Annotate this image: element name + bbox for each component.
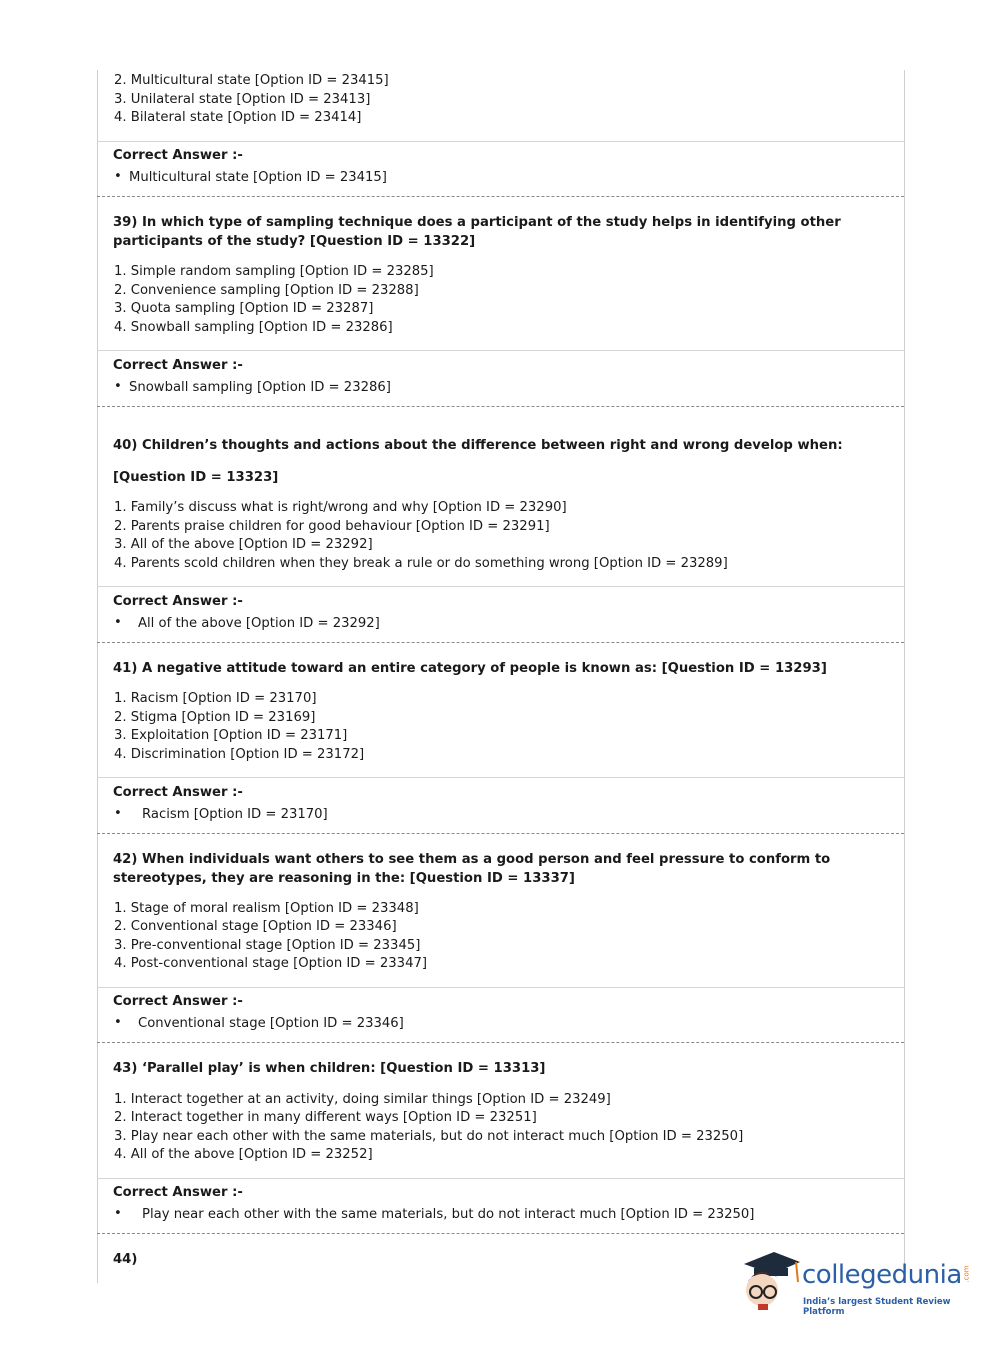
q39-answer: Snowball sampling [Option ID = 23286]: [129, 380, 391, 395]
bullet: •: [114, 379, 122, 394]
correct-answer-label: Correct Answer :-: [113, 1185, 243, 1200]
bullet: •: [114, 169, 122, 184]
q39-option-3: 3. Quota sampling [Option ID = 23287]: [114, 301, 374, 316]
q42-option-3: 3. Pre-conventional stage [Option ID = 23345]: [114, 938, 421, 953]
q39-option-2: 2. Convenience sampling [Option ID = 23288]: [114, 283, 419, 298]
q44-number: 44): [113, 1252, 138, 1267]
logo-wordmark: collegedunia: [802, 1260, 962, 1290]
question-separator: [97, 642, 904, 643]
q43-answer: Play near each other with the same materials, but do not interact much [Option ID = 23250]: [142, 1207, 755, 1222]
q40-option-2: 2. Parents praise children for good behaviour [Option ID = 23291]: [114, 519, 550, 534]
q39-option-1: 1. Simple random sampling [Option ID = 23285]: [114, 264, 434, 279]
q38-option-2: 2. Multicultural state [Option ID = 23415]: [114, 73, 389, 88]
q42-option-4: 4. Post-conventional stage [Option ID = 23347]: [114, 956, 427, 971]
q42-answer: Conventional stage [Option ID = 23346]: [138, 1016, 404, 1031]
q42-option-1: 1. Stage of moral realism [Option ID = 23348]: [114, 901, 419, 916]
question-separator: [97, 196, 904, 197]
q41-option-4: 4. Discrimination [Option ID = 23172]: [114, 747, 365, 762]
correct-answer-label: Correct Answer :-: [113, 358, 243, 373]
q40-option-1: 1. Family’s discuss what is right/wrong and why [Option ID = 23290]: [114, 500, 567, 515]
divider: [97, 777, 904, 778]
collegedunia-logo[interactable]: [740, 1248, 980, 1318]
bullet: •: [114, 1015, 122, 1030]
q40-question: 40) Children’s thoughts and actions about the difference between right and wrong develop when:: [113, 438, 843, 453]
q43-question: 43) ‘Parallel play’ is when children: [Question ID = 13313]: [113, 1061, 546, 1076]
q43-option-3: 3. Play near each other with the same materials, but do not interact much [Option ID = 23250]: [114, 1129, 744, 1144]
q40-option-3: 3. All of the above [Option ID = 23292]: [114, 537, 373, 552]
q42-question: 42) When individuals want others to see them as a good person and feel pressure to conform to stereotypes, they are reasoning in the: [Question ID = 13337]: [113, 852, 831, 886]
q38-option-3: 3. Unilateral state [Option ID = 23413]: [114, 92, 371, 107]
bullet: •: [114, 1206, 122, 1221]
divider: [97, 141, 904, 142]
mascot-icon: [740, 1248, 802, 1318]
q43-option-2: 2. Interact together in many different ways [Option ID = 23251]: [114, 1110, 537, 1125]
question-separator: [97, 406, 904, 407]
correct-answer-label: Correct Answer :-: [113, 148, 243, 163]
correct-answer-label: Correct Answer :-: [113, 994, 243, 1009]
q40-option-4: 4. Parents scold children when they break a rule or do something wrong [Option ID = 23289]: [114, 556, 728, 571]
divider: [97, 1178, 904, 1179]
q43-option-1: 1. Interact together at an activity, doing similar things [Option ID = 23249]: [114, 1092, 611, 1107]
q41-option-1: 1. Racism [Option ID = 23170]: [114, 691, 317, 706]
question-separator: [97, 1042, 904, 1043]
bullet: •: [114, 615, 122, 630]
q38-answer: Multicultural state [Option ID = 23415]: [129, 170, 387, 185]
q41-question: 41) A negative attitude toward an entire category of people is known as: [Question ID = 13293]: [113, 661, 827, 676]
logo-suffix: .com: [962, 1265, 971, 1283]
q39-question: 39) In which type of sampling technique does a participant of the study helps in identifying other participants of the study? [Question ID = 13322]: [113, 215, 841, 249]
q39-option-4: 4. Snowball sampling [Option ID = 23286]: [114, 320, 393, 335]
q40-question-id: [Question ID = 13323]: [113, 470, 279, 485]
q41-option-2: 2. Stigma [Option ID = 23169]: [114, 710, 316, 725]
logo-tagline: India’s largest Student Review Platform: [803, 1297, 951, 1317]
q38-option-4: 4. Bilateral state [Option ID = 23414]: [114, 110, 362, 125]
q42-option-2: 2. Conventional stage [Option ID = 23346]: [114, 919, 397, 934]
correct-answer-label: Correct Answer :-: [113, 594, 243, 609]
divider: [97, 350, 904, 351]
correct-answer-label: Correct Answer :-: [113, 785, 243, 800]
question-separator: [97, 833, 904, 834]
divider: [97, 586, 904, 587]
q41-option-3: 3. Exploitation [Option ID = 23171]: [114, 728, 348, 743]
question-separator: [97, 1233, 904, 1234]
q40-answer: All of the above [Option ID = 23292]: [138, 616, 380, 631]
q43-option-4: 4. All of the above [Option ID = 23252]: [114, 1147, 373, 1162]
q41-answer: Racism [Option ID = 23170]: [142, 807, 328, 822]
divider: [97, 987, 904, 988]
bullet: •: [114, 806, 122, 821]
